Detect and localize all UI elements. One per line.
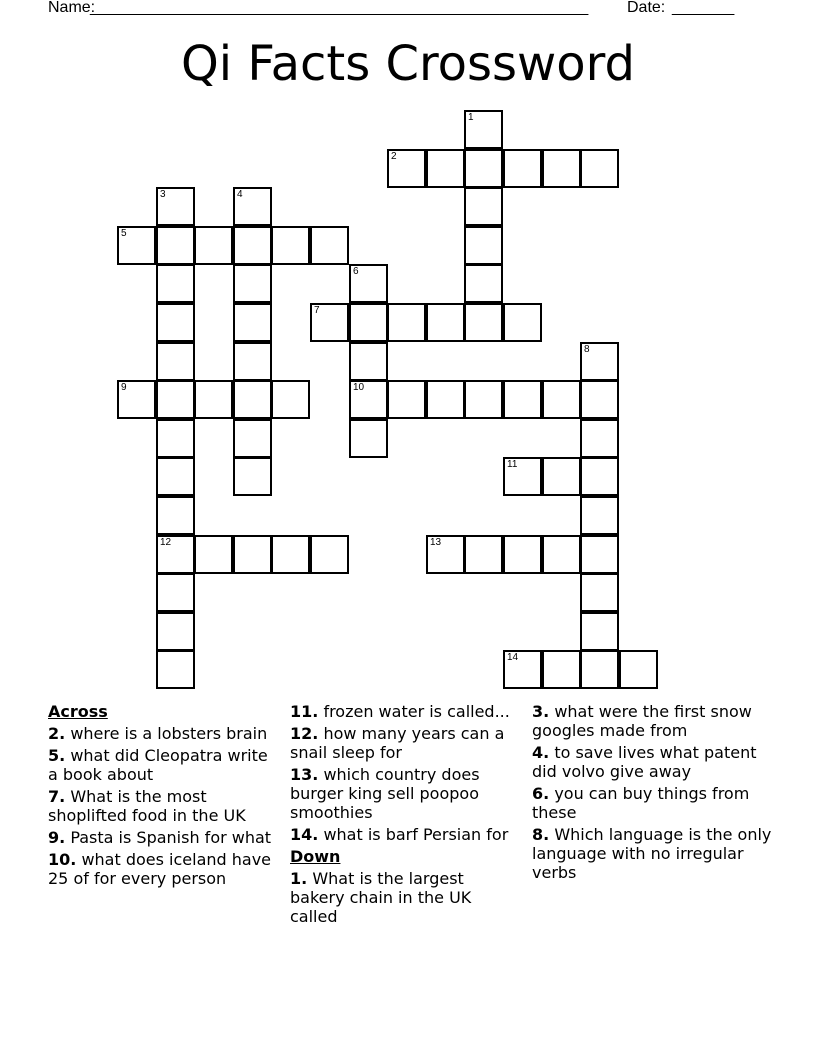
- clue-across-11: 11. frozen water is called...: [290, 702, 510, 721]
- grid-cell[interactable]: [156, 226, 195, 265]
- grid-cell[interactable]: [233, 226, 272, 265]
- grid-cell[interactable]: [464, 380, 503, 419]
- grid-cell[interactable]: [233, 380, 272, 419]
- grid-cell[interactable]: [156, 496, 195, 535]
- grid-cell[interactable]: [464, 110, 503, 149]
- grid-cell[interactable]: [426, 380, 465, 419]
- clue-down-4: 4. to save lives what patent did volvo give away: [532, 743, 757, 781]
- grid-cell[interactable]: [464, 226, 503, 265]
- grid-cell[interactable]: [387, 303, 426, 342]
- grid-cell[interactable]: [310, 226, 349, 265]
- grid-cell[interactable]: [156, 650, 195, 689]
- grid-cell[interactable]: [349, 380, 388, 419]
- grid-cell[interactable]: [580, 380, 619, 419]
- clue-down-8: 8. Which language is the only language with no irregular verbs: [532, 825, 772, 882]
- grid-cell[interactable]: [387, 380, 426, 419]
- grid-cell[interactable]: [580, 612, 619, 651]
- grid-cell[interactable]: [156, 535, 195, 574]
- name-blank[interactable]: ________________________________________________________: [90, 0, 589, 16]
- grid-cell[interactable]: [349, 303, 388, 342]
- down-heading: Down: [290, 847, 341, 866]
- grid-cell[interactable]: [156, 264, 195, 303]
- grid-cell[interactable]: [542, 650, 581, 689]
- clue-across-10: 10. what does iceland have 25 of for every person: [48, 850, 272, 888]
- grid-cell[interactable]: [426, 149, 465, 188]
- clue-column-2: [290, 702, 522, 929]
- clue-column-1: [48, 702, 273, 891]
- grid-cell[interactable]: [503, 303, 542, 342]
- grid-cell[interactable]: [387, 149, 426, 188]
- grid-cell[interactable]: [156, 380, 195, 419]
- grid-cell[interactable]: [156, 187, 195, 226]
- across-heading: Across: [48, 702, 108, 721]
- grid-cell[interactable]: [464, 264, 503, 303]
- cell-number: 11: [507, 459, 518, 470]
- grid-cell[interactable]: [580, 419, 619, 458]
- grid-cell[interactable]: [619, 650, 658, 689]
- grid-cell[interactable]: [464, 187, 503, 226]
- grid-cell[interactable]: [580, 149, 619, 188]
- grid-cell[interactable]: [580, 573, 619, 612]
- clue-across-7: 7. What is the most shoplifted food in the UK: [48, 787, 246, 825]
- clue-across-2: 2. where is a lobsters brain: [48, 724, 268, 743]
- grid-cell[interactable]: [580, 535, 619, 574]
- grid-cell[interactable]: [233, 419, 272, 458]
- grid-cell[interactable]: [580, 650, 619, 689]
- grid-cell[interactable]: [233, 187, 272, 226]
- clue-down-6: 6. you can buy things from these: [532, 784, 750, 822]
- cell-number: 3: [160, 189, 166, 200]
- grid-cell[interactable]: [542, 535, 581, 574]
- clue-down-3: 3. what were the first snow googles made from: [532, 702, 752, 740]
- date-label: Date:: [627, 0, 666, 16]
- cell-number: 14: [507, 652, 519, 663]
- clue-across-9: 9. Pasta is Spanish for what: [48, 828, 272, 847]
- cell-number: 2: [391, 151, 397, 162]
- grid-cell[interactable]: [349, 264, 388, 303]
- grid-cell[interactable]: [349, 342, 388, 381]
- grid-cell[interactable]: [194, 380, 233, 419]
- grid-cell[interactable]: [156, 573, 195, 612]
- clue-column-3: [532, 702, 772, 885]
- grid-cell[interactable]: [117, 380, 156, 419]
- grid-cell[interactable]: [580, 496, 619, 535]
- grid-cell[interactable]: [271, 535, 310, 574]
- grid-cell[interactable]: [194, 226, 233, 265]
- grid-cell[interactable]: [156, 303, 195, 342]
- cell-number: 13: [430, 537, 442, 548]
- grid-cell[interactable]: [233, 457, 272, 496]
- grid-cell[interactable]: [580, 342, 619, 381]
- grid-cell[interactable]: [117, 226, 156, 265]
- grid-cell[interactable]: [310, 303, 349, 342]
- grid-cell[interactable]: [426, 535, 465, 574]
- grid-cell[interactable]: [464, 535, 503, 574]
- grid-cell[interactable]: [233, 303, 272, 342]
- cell-number: 7: [314, 305, 320, 316]
- grid-cell[interactable]: [503, 535, 542, 574]
- grid-cell[interactable]: [503, 149, 542, 188]
- grid-cell[interactable]: [503, 650, 542, 689]
- cell-number: 1: [468, 112, 474, 123]
- grid-cell[interactable]: [156, 419, 195, 458]
- grid-cell[interactable]: [464, 303, 503, 342]
- grid-cell[interactable]: [156, 457, 195, 496]
- cell-number: 9: [121, 382, 127, 393]
- grid-cell[interactable]: [233, 264, 272, 303]
- grid-cell[interactable]: [156, 342, 195, 381]
- grid-cell[interactable]: [542, 149, 581, 188]
- cell-number: 4: [237, 189, 243, 200]
- grid-cell[interactable]: [426, 303, 465, 342]
- grid-cell[interactable]: [271, 226, 310, 265]
- date-blank[interactable]: _______: [672, 0, 735, 16]
- grid-cell[interactable]: [194, 535, 233, 574]
- clue-down-1: 1. What is the largest bakery chain in the UK called: [290, 869, 472, 926]
- grid-cell[interactable]: [542, 457, 581, 496]
- grid-cell[interactable]: [156, 612, 195, 651]
- grid-cell[interactable]: [503, 457, 542, 496]
- page-title: Qi Facts Crossword: [180, 36, 636, 92]
- clue-across-5: 5. what did Cleopatra write a book about: [48, 746, 268, 784]
- grid-cell[interactable]: [233, 535, 272, 574]
- cell-number: 10: [353, 382, 365, 393]
- grid-cell[interactable]: [271, 380, 310, 419]
- clue-across-12: 12. how many years can a snail sleep for: [290, 724, 505, 762]
- cell-number: 6: [353, 266, 359, 277]
- cell-number: 8: [584, 344, 590, 355]
- cell-number: 12: [160, 537, 172, 548]
- grid-cell[interactable]: [580, 457, 619, 496]
- grid-cell[interactable]: [233, 342, 272, 381]
- name-label: Name:: [48, 0, 96, 16]
- cell-number: 5: [121, 228, 127, 239]
- clue-across-13: 13. which country does burger king sell poopoo smoothies: [290, 765, 480, 822]
- grid-cell[interactable]: [503, 380, 542, 419]
- clue-across-14: 14. what is barf Persian for: [290, 825, 509, 844]
- grid-cell[interactable]: [542, 380, 581, 419]
- grid-cell[interactable]: [349, 419, 388, 458]
- grid-cell[interactable]: [310, 535, 349, 574]
- grid-cell[interactable]: [464, 149, 503, 188]
